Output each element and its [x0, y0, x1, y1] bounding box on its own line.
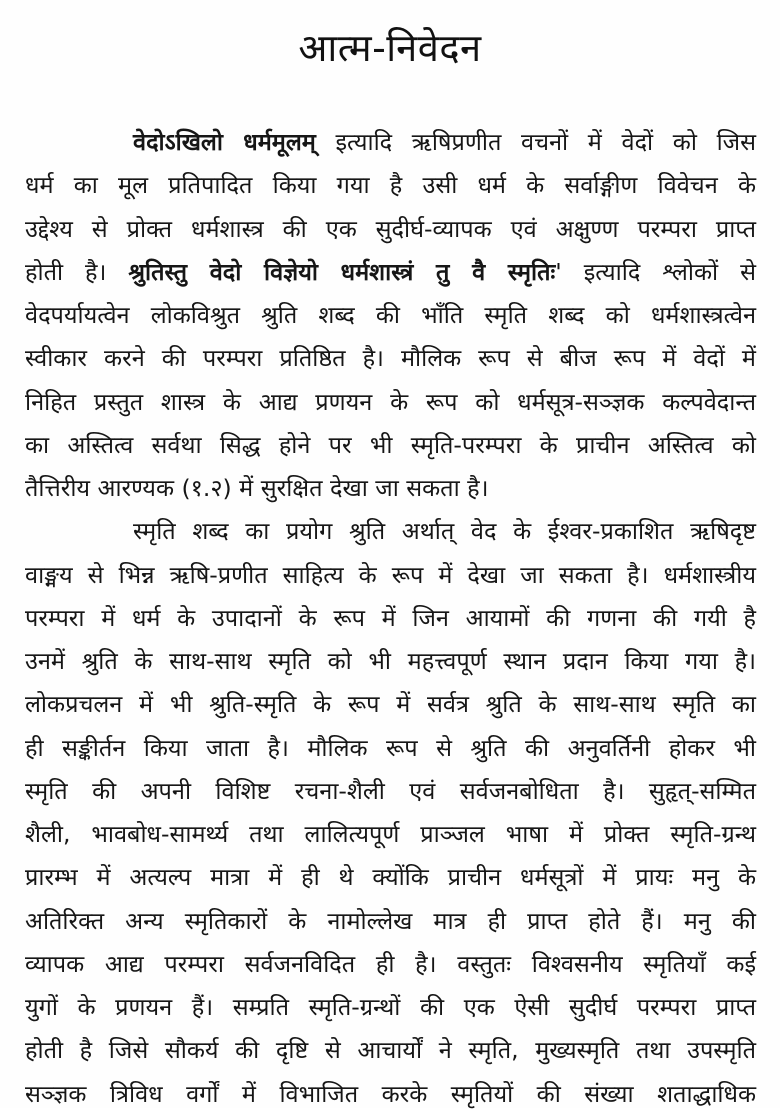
page-title: आत्म-निवेदन: [298, 26, 482, 70]
text-line: स्मृति की अपनी विशिष्ट रचना-शैली एवं सर्वजनबोधिता है। सुहृत्-सम्मित: [25, 776, 756, 805]
text-line: [25, 251, 756, 294]
text-line: उद्देश्य से प्रोक्त धर्मशास्त्र की एक सुदीर्घ-व्यापक एवं अक्षुण्ण परम्परा प्राप्त: [25, 214, 756, 243]
text-line: स्वीकार करने की परम्परा प्रतिष्ठित है। मौलिक रूप से बीज रूप में वेदों में: [25, 344, 756, 373]
text-line: शैली, भावबोध-सामर्थ्य तथा लालित्यपूर्ण प्राञ्जल भाषा में प्रोक्त स्मृति-ग्रन्थ: [25, 820, 756, 848]
text-line: [25, 121, 756, 164]
bold-quote: वेदोऽखिलो धर्ममूलम्: [133, 128, 316, 156]
text-line: युगों के प्रणयन हैं। सम्प्रति स्मृति-ग्रन्थों की एक ऐसी सुदीर्घ परम्परा प्राप्त: [25, 993, 756, 1021]
paragraph-1: [25, 121, 756, 510]
bold-quote: श्रुतिस्तु वेदो विज्ञेयो धर्मशास्त्रं तु वै स्मृतिः: [128, 257, 556, 286]
text-line: सञ्ज्ञक त्रिविध वर्गों में विभाजित करके स्मृतियों की संख्या शताद्धाधिक: [25, 1079, 756, 1108]
text-line: ही सङ्कीर्तन किया जाता है। मौलिक रूप से श्रुति की अनुवर्तिनी होकर भी: [25, 733, 756, 762]
text-line: निहित प्रस्तुत शास्त्र के आद्य प्रणयन के रूप को धर्मसूत्र-सञ्ज्ञक कल्पवेदान्त: [25, 387, 756, 416]
text-line: उनमें श्रुति के साथ-साथ स्मृति को भी महत्त्वपूर्ण स्थान प्रदान किया गया है।: [25, 647, 756, 675]
paragraph-2: [25, 510, 756, 1116]
text-line: व्यापक आद्य परम्परा सर्वजनविदित ही है। वस्तुतः विश्वसनीय स्मृतियाँ कई: [25, 949, 756, 978]
text-line: प्रारम्भ में अत्यल्प मात्रा में ही थे क्योंकि प्राचीन धर्मसूत्रों में प्रायः मनु के: [25, 863, 756, 892]
text-line: होती है जिसे सौकर्य की दृष्टि से आचार्यों ने स्मृति, मुख्यस्मृति तथा उपस्मृति: [25, 1036, 756, 1065]
text-line: का अस्तित्व सर्वथा सिद्ध होने पर भी स्मृति-परम्परा के प्राचीन अस्तित्व को: [25, 430, 756, 459]
line-text: होती है।: [25, 257, 129, 286]
line-text: ' इत्यादि श्लोकों से: [555, 257, 756, 286]
text-line: धर्म का मूल प्रतिपादित किया गया है उसी धर्म के सर्वाङ्गीण विवेचन के: [25, 171, 756, 200]
text-line: स्मृति शब्द का प्रयोग श्रुति अर्थात् वेद के ईश्वर-प्रकाशित ऋषिदृष्ट: [133, 517, 756, 546]
text-line: वेदपर्यायत्वेन लोकविश्रुत श्रुति शब्द की भाँति स्मृति शब्द को धर्मशास्त्रत्वेन: [25, 301, 756, 329]
text-line: लोकप्रचलन में भी श्रुति-स्मृति के रूप में सर्वत्र श्रुति के साथ-साथ स्मृति का: [25, 690, 756, 719]
text-line: तैत्तिरीय आरण्यक (१.२) में सुरक्षित देखा जा सकता है।: [25, 474, 489, 502]
body-text: [25, 121, 756, 1116]
text-line: वाङ्मय से भिन्न ऋषि-प्रणीत साहित्य के रूप में देखा जा सकता है। धर्मशास्त्रीय: [25, 560, 756, 589]
text-line: परम्परा में धर्म के उपादानों के रूप में जिन आयामों की गणना की गयी है: [25, 603, 756, 632]
line-text: इत्यादि ऋषिप्रणीत वचनों में वेदों को जिस: [315, 128, 756, 156]
text-line: अतिरिक्त अन्य स्मृतिकारों के नामोल्लेख मात्र ही प्राप्त होते हैं। मनु की: [25, 906, 756, 935]
